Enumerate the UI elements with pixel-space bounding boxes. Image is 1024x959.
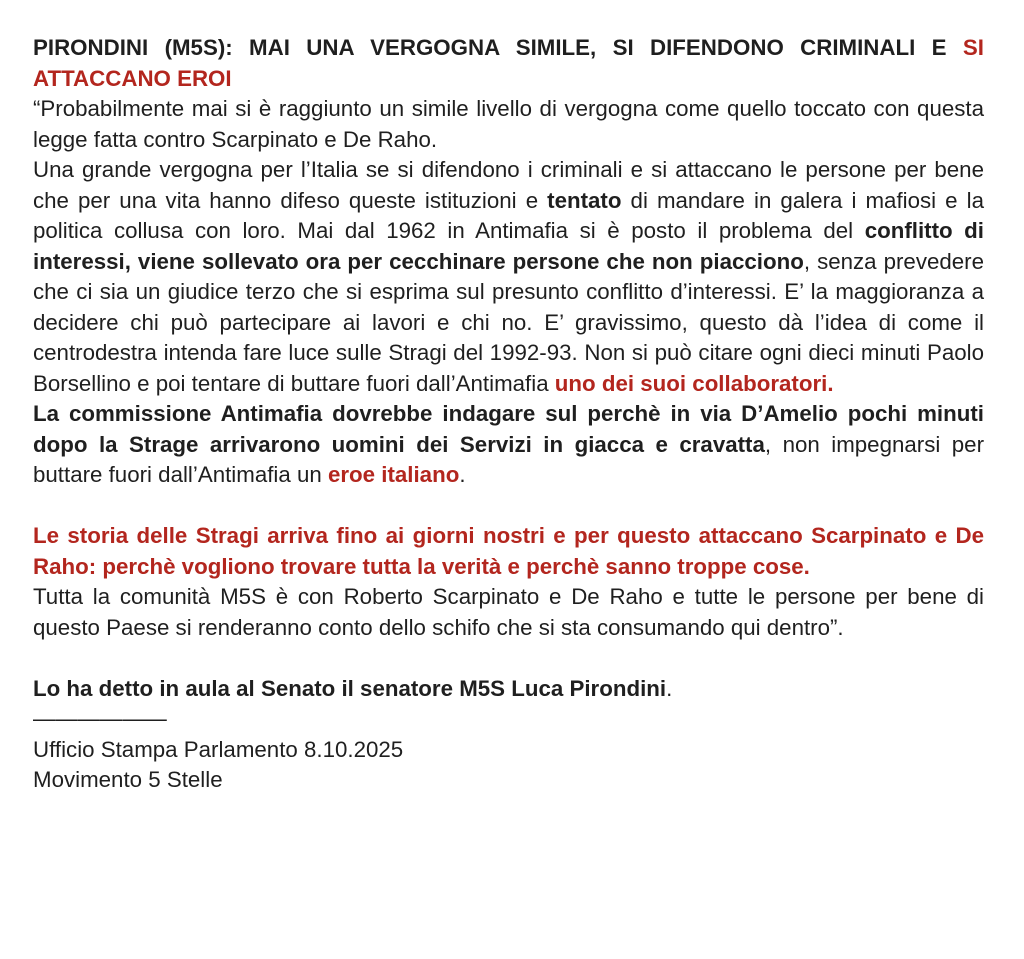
paragraph-2-text-3: , senza prevedere che ci sia un giudice terzo che si esprima sul presunto conflitto d’interessi. E’ la maggioranza a decidere chi può partecipare ai lavori e chi no. E’ gravissimo, questo dà l’idea di come il centrodestra intenda fare luce sulle Stragi del 1992-93. Non si può citare ogni dieci minuti Paolo Borsellino e poi tentare di buttare fuori dall’Antimafia — [33, 248, 984, 396]
separator-dashes: —————— — [33, 706, 167, 731]
paragraph-3-bold: La commissione Antimafia dovrebbe indagare sul perchè in via D’Amelio pochi minuti dopo la Strage arrivarono uomini dei Servizi in giacca e cravatta — [33, 401, 984, 457]
headline-highlight: SI ATTACCANO EROI — [33, 35, 984, 91]
paragraph-2-bold-1: tentato — [547, 187, 622, 213]
footer-office: Ufficio Stampa Parlamento 8.10.2025 — [33, 736, 404, 762]
paragraph-1: “Probabilmente mai si è raggiunto un simile livello di vergogna come quello toccato con questa legge fatta contro Scarpinato e De Raho. — [33, 96, 984, 152]
spacer — [33, 643, 984, 674]
paragraph-5: Tutta la comunità M5S è con Roberto Scarpinato e De Raho e tutte le persone per bene di questo Paese si renderanno conto dello schifo che si sta consumando qui dentro”. — [33, 584, 984, 640]
paragraph-3 — [33, 399, 984, 491]
paragraph-3-text: , non impegnarsi per buttare fuori dall’Antimafia un — [33, 431, 985, 487]
paragraph-3-red-bold: eroe italiano — [327, 462, 460, 487]
footer-movement: Movimento 5 Stelle — [33, 767, 223, 792]
spacer — [33, 491, 984, 522]
paragraph-2-text-2: di mandare in galera i mafiosi e la politica collusa con loro. Mai dal 1962 in Antimafia si è posto il problema del — [33, 187, 984, 243]
headline — [33, 33, 984, 94]
attribution-bold: Lo ha detto in aula al Senato il senatore M5S Luca Pirondini — [33, 675, 667, 701]
paragraph-2-text-1: Una grande vergogna per l’Italia se si difendono i criminali e si attaccano le persone per bene che per una vita hanno difeso queste istituzioni e — [33, 157, 984, 213]
paragraph-2-red-bold: uno dei suoi collaboratori. — [554, 370, 834, 396]
paragraph-4-highlight: Le storia delle Stragi arriva fino ai giorni nostri e per questo attaccano Scarpinato e De Raho: perchè vogliono trovare tutta la verità e perchè sanno troppe cose. — [33, 523, 984, 579]
press-release — [33, 33, 984, 796]
headline-main: PIRONDINI (M5S): MAI UNA VERGOGNA SIMILE, SI DIFENDONO CRIMINALI E — [33, 35, 963, 60]
attribution — [33, 674, 984, 705]
attribution-end: . — [666, 675, 673, 701]
paragraph-3-end: . — [459, 462, 466, 487]
paragraph-2 — [33, 155, 984, 399]
paragraph-2-bold-2: conflitto di interessi, viene sollevato ora per cecchinare persone che non piacciono — [33, 218, 984, 274]
